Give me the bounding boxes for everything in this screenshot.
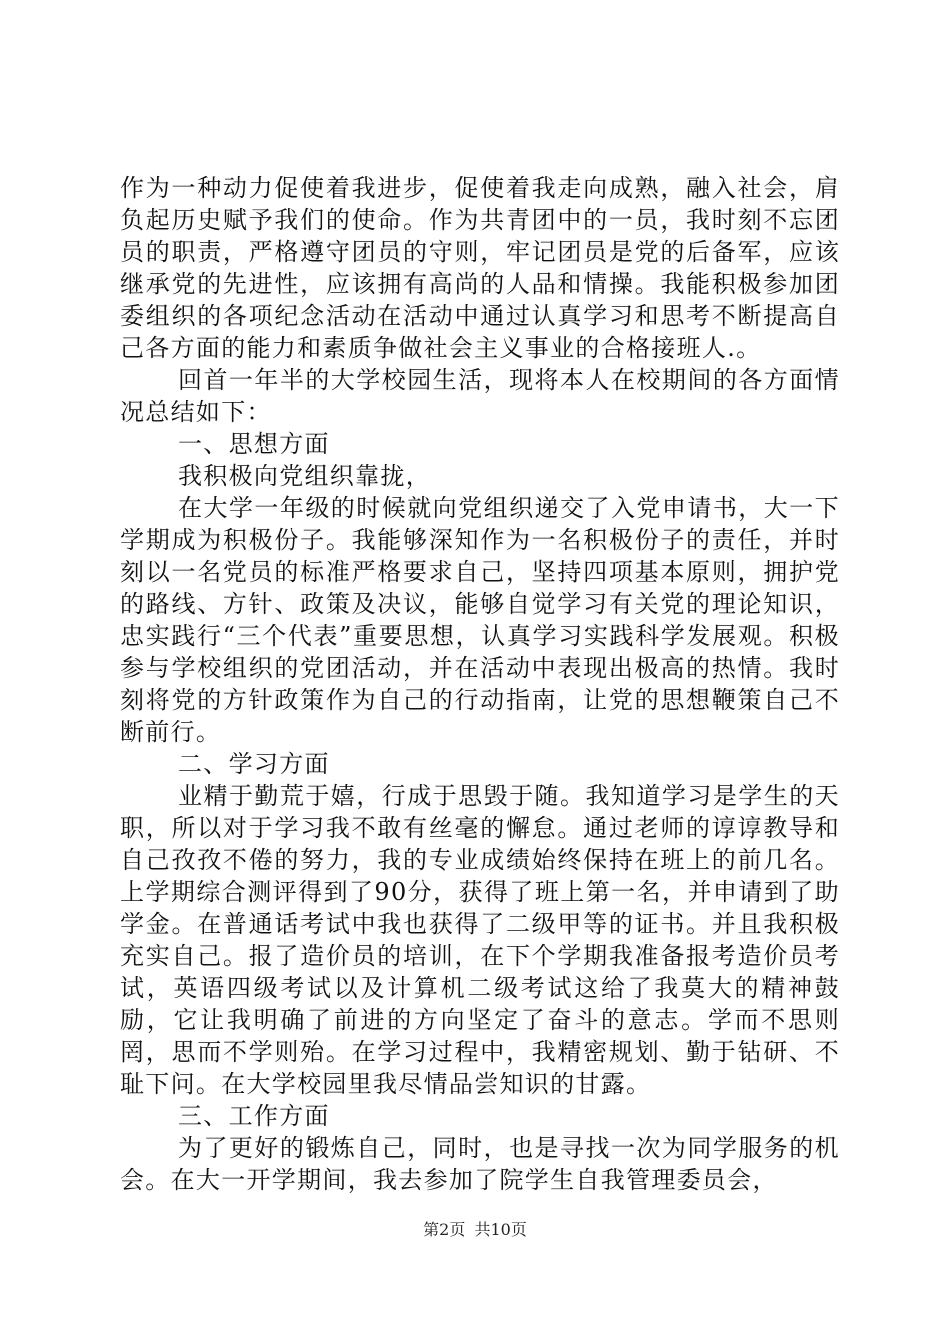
paragraph-thought: 在大学一年级的时候就向党组织递交了入党申请书，大一下学期成为积极份子。我能够深知作为一名积极份子的责任，并时刻以一名党员的标准严格要求自己，坚持四项基本原则，拥护党的路线、方针、政策及决议，能够自觉学习有关党的理论知识，忠实践行“三个代表”重要思想，认真学习实践科学发展观。积极参与学校组织的党团活动，并在活动中表现出极高的热情。我时刻将党的方针政策作为自己的行动指南，让党的思想鞭策自己不断前行。 [120,494,840,746]
document-body [120,172,840,1196]
paragraph-intro: 回首一年半的大学校园生活，现将本人在校期间的各方面情况总结如下： [120,366,840,426]
page-footer [0,1220,950,1240]
paragraph-continuation: 作为一种动力促使着我进步，促使着我走向成熟，融入社会，肩负起历史赋予我们的使命。作为共青团中的一员，我时刻不忘团员的职责，严格遵守团员的守则，牢记团员是党的后备军，应该继承党的先进性，应该拥有高尚的人品和情操。我能积极参加团委组织的各项纪念活动在活动中通过认真学习和思考不断提高自己各方面的能力和素质争做社会主义事业的合格接班人.。 [120,174,840,362]
page-number: 第2页 [423,1220,466,1239]
section-heading-study: 二、学习方面 [178,750,330,778]
paragraph-work: 为了更好的锻炼自己，同时，也是寻找一次为同学服务的机会。在大一开学期间，我去参加了院学生自我管理委员会， [120,1134,840,1194]
paragraph-thought-lead: 我积极向党组织靠拢， [178,462,431,490]
paragraph-study: 业精于勤荒于嬉，行成于思毁于随。我知道学习是学生的天职，所以对于学习我不敢有丝毫的懈怠。通过老师的谆谆教导和自己孜孜不倦的努力，我的专业成绩始终保持在班上的前几名。上学期综合测评得到了90分，获得了班上第一名，并申请到了助学金。在普通话考试中我也获得了二级甲等的证书。并且我积极充实自己。报了造价员的培训，在下个学期我准备报考造价员考试，英语四级考试以及计算机二级考试这给了我莫大的精神鼓励，它让我明确了前进的方向坚定了奋斗的意志。学而不思则罔，思而不学则殆。在学习过程中，我精密规划、勤于钻研、不耻下问。在大学校园里我尽情品尝知识的甘露。 [120,782,840,1098]
section-heading-thought: 一、思想方面 [178,430,330,458]
section-heading-work: 三、工作方面 [178,1102,330,1130]
page-total: 共10页 [474,1220,527,1239]
